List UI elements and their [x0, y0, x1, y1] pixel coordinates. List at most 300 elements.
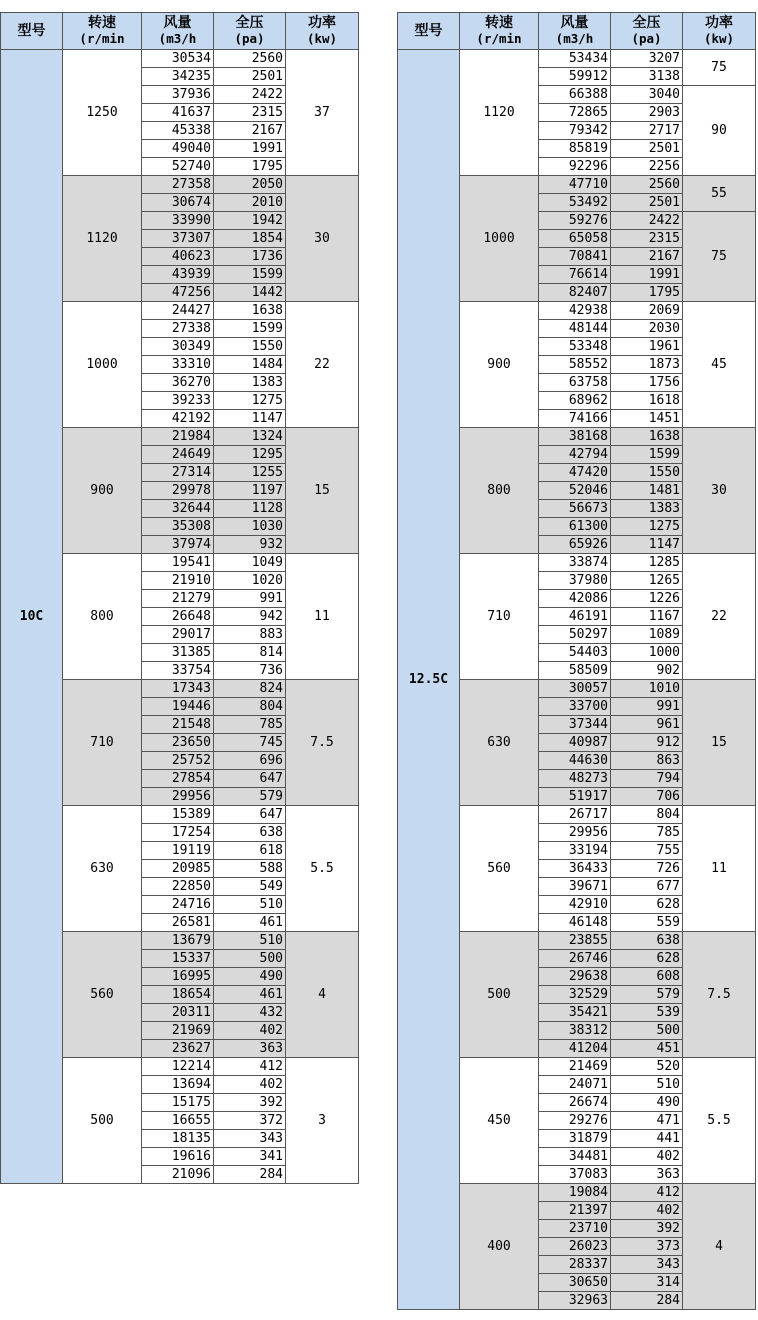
flow-cell: 19616: [142, 1148, 214, 1166]
pressure-cell: 2010: [214, 194, 286, 212]
flow-cell: 61300: [539, 518, 611, 536]
pressure-cell: 1618: [611, 392, 683, 410]
pressure-cell: 883: [214, 626, 286, 644]
flow-cell: 59276: [539, 212, 611, 230]
pressure-cell: 804: [214, 698, 286, 716]
flow-cell: 33310: [142, 356, 214, 374]
flow-cell: 35421: [539, 1004, 611, 1022]
pressure-cell: 2050: [214, 176, 286, 194]
flow-cell: 16995: [142, 968, 214, 986]
flow-cell: 43939: [142, 266, 214, 284]
flow-cell: 37980: [539, 572, 611, 590]
pressure-cell: 755: [611, 842, 683, 860]
flow-cell: 31879: [539, 1130, 611, 1148]
pressure-cell: 804: [611, 806, 683, 824]
pressure-cell: 363: [611, 1166, 683, 1184]
pressure-cell: 628: [611, 950, 683, 968]
flow-cell: 40623: [142, 248, 214, 266]
flow-cell: 74166: [539, 410, 611, 428]
flow-cell: 29017: [142, 626, 214, 644]
flow-cell: 19541: [142, 554, 214, 572]
header-power: 功率 (kw): [286, 13, 359, 50]
pressure-cell: 912: [611, 734, 683, 752]
power-cell: 4: [683, 1184, 756, 1310]
pressure-cell: 1599: [611, 446, 683, 464]
flow-cell: 49040: [142, 140, 214, 158]
header-pressure-unit: (pa): [234, 31, 265, 46]
pressure-cell: 451: [611, 1040, 683, 1058]
flow-cell: 46191: [539, 608, 611, 626]
power-cell: 22: [683, 554, 756, 680]
flow-cell: 12214: [142, 1058, 214, 1076]
flow-cell: 27314: [142, 464, 214, 482]
pressure-cell: 1049: [214, 554, 286, 572]
header-model: 型号: [398, 13, 460, 50]
flow-cell: 36433: [539, 860, 611, 878]
flow-cell: 19119: [142, 842, 214, 860]
flow-cell: 51917: [539, 788, 611, 806]
flow-cell: 29956: [142, 788, 214, 806]
pressure-cell: 579: [214, 788, 286, 806]
pressure-cell: 402: [611, 1148, 683, 1166]
flow-cell: 33754: [142, 662, 214, 680]
pressure-cell: 1128: [214, 500, 286, 518]
flow-cell: 46148: [539, 914, 611, 932]
pressure-cell: 402: [214, 1022, 286, 1040]
flow-cell: 29956: [539, 824, 611, 842]
speed-cell: 900: [63, 428, 142, 554]
table-body: [398, 50, 756, 1310]
speed-cell: 450: [460, 1058, 539, 1184]
flow-cell: 27338: [142, 320, 214, 338]
pressure-cell: 500: [214, 950, 286, 968]
pressure-cell: 2560: [611, 176, 683, 194]
pressure-cell: 2315: [611, 230, 683, 248]
speed-cell: 560: [460, 806, 539, 932]
speed-cell: 1000: [63, 302, 142, 428]
flow-cell: 65926: [539, 536, 611, 554]
flow-cell: 35308: [142, 518, 214, 536]
flow-cell: 26717: [539, 806, 611, 824]
power-cell: 30: [286, 176, 359, 302]
flow-cell: 29978: [142, 482, 214, 500]
flow-cell: 59912: [539, 68, 611, 86]
pressure-cell: 824: [214, 680, 286, 698]
pressure-cell: 363: [214, 1040, 286, 1058]
pressure-cell: 2501: [611, 140, 683, 158]
pressure-cell: 902: [611, 662, 683, 680]
flow-cell: 31385: [142, 644, 214, 662]
pressure-cell: 2069: [611, 302, 683, 320]
flow-cell: 72865: [539, 104, 611, 122]
pressure-cell: 1383: [214, 374, 286, 392]
pressure-cell: 1324: [214, 428, 286, 446]
speed-cell: 500: [460, 932, 539, 1058]
flow-cell: 29276: [539, 1112, 611, 1130]
speed-cell: 800: [63, 554, 142, 680]
pressure-cell: 1285: [611, 554, 683, 572]
flow-cell: 24649: [142, 446, 214, 464]
pressure-cell: 1638: [214, 302, 286, 320]
pressure-cell: 2256: [611, 158, 683, 176]
flow-cell: 15175: [142, 1094, 214, 1112]
pressure-cell: 2501: [214, 68, 286, 86]
power-cell: 75: [683, 50, 756, 86]
pressure-cell: 392: [611, 1220, 683, 1238]
flow-cell: 24427: [142, 302, 214, 320]
flow-cell: 44630: [539, 752, 611, 770]
flow-cell: 42910: [539, 896, 611, 914]
pressure-cell: 628: [611, 896, 683, 914]
pressure-cell: 471: [611, 1112, 683, 1130]
pressure-cell: 1167: [611, 608, 683, 626]
pressure-cell: 1854: [214, 230, 286, 248]
model-cell: 10C: [1, 50, 63, 1184]
flow-cell: 32644: [142, 500, 214, 518]
header-flow-unit: (m3/h: [158, 31, 197, 46]
flow-cell: 76614: [539, 266, 611, 284]
pressure-cell: 1599: [214, 320, 286, 338]
pressure-cell: 647: [214, 770, 286, 788]
flow-cell: 41637: [142, 104, 214, 122]
power-cell: 5.5: [683, 1058, 756, 1184]
pressure-cell: 1736: [214, 248, 286, 266]
flow-cell: 41204: [539, 1040, 611, 1058]
flow-cell: 42938: [539, 302, 611, 320]
speed-cell: 500: [63, 1058, 142, 1184]
flow-cell: 23627: [142, 1040, 214, 1058]
flow-cell: 21469: [539, 1058, 611, 1076]
pressure-cell: 1255: [214, 464, 286, 482]
flow-cell: 65058: [539, 230, 611, 248]
speed-cell: 710: [63, 680, 142, 806]
flow-cell: 25752: [142, 752, 214, 770]
flow-cell: 53348: [539, 338, 611, 356]
pressure-cell: 991: [214, 590, 286, 608]
speed-cell: 630: [460, 680, 539, 806]
power-cell: 55: [683, 176, 756, 212]
header-pressure: 全压 (pa): [214, 13, 286, 50]
flow-cell: 30674: [142, 194, 214, 212]
pressure-cell: 2422: [611, 212, 683, 230]
pressure-cell: 1295: [214, 446, 286, 464]
pressure-cell: 559: [611, 914, 683, 932]
power-cell: 15: [683, 680, 756, 806]
pressure-cell: 402: [214, 1076, 286, 1094]
pressure-cell: 314: [611, 1274, 683, 1292]
flow-cell: 30534: [142, 50, 214, 68]
flow-cell: 34235: [142, 68, 214, 86]
pressure-cell: 392: [214, 1094, 286, 1112]
power-cell: 75: [683, 212, 756, 302]
flow-cell: 63758: [539, 374, 611, 392]
power-cell: 45: [683, 302, 756, 428]
table-body: [1, 50, 359, 1184]
pressure-cell: 991: [611, 698, 683, 716]
pressure-cell: 696: [214, 752, 286, 770]
flow-cell: 21910: [142, 572, 214, 590]
flow-cell: 23650: [142, 734, 214, 752]
speed-cell: 400: [460, 1184, 539, 1310]
pressure-cell: 1147: [611, 536, 683, 554]
pressure-cell: 1275: [611, 518, 683, 536]
power-cell: 11: [683, 806, 756, 932]
flow-cell: 38312: [539, 1022, 611, 1040]
power-cell: 90: [683, 86, 756, 176]
header-pressure: 全压 (pa): [611, 13, 683, 50]
fan-table-10c: [0, 12, 359, 1184]
flow-cell: 32529: [539, 986, 611, 1004]
flow-cell: 42086: [539, 590, 611, 608]
flow-cell: 52740: [142, 158, 214, 176]
header-speed-unit: (r/min: [476, 31, 522, 46]
flow-cell: 27854: [142, 770, 214, 788]
flow-cell: 18135: [142, 1130, 214, 1148]
pressure-cell: 608: [611, 968, 683, 986]
flow-cell: 58552: [539, 356, 611, 374]
pressure-cell: 441: [611, 1130, 683, 1148]
pressure-cell: 343: [214, 1130, 286, 1148]
pressure-cell: 3138: [611, 68, 683, 86]
flow-cell: 26674: [539, 1094, 611, 1112]
pressure-cell: 1226: [611, 590, 683, 608]
power-cell: 3: [286, 1058, 359, 1184]
table-header-row: [398, 13, 756, 50]
flow-cell: 45338: [142, 122, 214, 140]
pressure-cell: 3207: [611, 50, 683, 68]
flow-cell: 47256: [142, 284, 214, 302]
pressure-cell: 1756: [611, 374, 683, 392]
flow-cell: 58509: [539, 662, 611, 680]
pressure-cell: 1795: [611, 284, 683, 302]
header-power-unit: (kw): [306, 31, 338, 46]
table-row: [1, 50, 359, 68]
pressure-cell: 677: [611, 878, 683, 896]
flow-cell: 29638: [539, 968, 611, 986]
flow-cell: 19446: [142, 698, 214, 716]
flow-cell: 37344: [539, 716, 611, 734]
table-header-row: [1, 13, 359, 50]
flow-cell: 22850: [142, 878, 214, 896]
pressure-cell: 461: [214, 986, 286, 1004]
pressure-cell: 1550: [611, 464, 683, 482]
flow-cell: 21397: [539, 1202, 611, 1220]
pressure-cell: 1873: [611, 356, 683, 374]
flow-cell: 70841: [539, 248, 611, 266]
flow-cell: 79342: [539, 122, 611, 140]
flow-cell: 32963: [539, 1292, 611, 1310]
pressure-cell: 736: [214, 662, 286, 680]
pressure-cell: 343: [611, 1256, 683, 1274]
model-cell: 12.5C: [398, 50, 460, 1310]
flow-cell: 42192: [142, 410, 214, 428]
header-flow-unit: (m3/h: [555, 31, 594, 46]
flow-cell: 21279: [142, 590, 214, 608]
speed-cell: 560: [63, 932, 142, 1058]
pressure-cell: 490: [214, 968, 286, 986]
pressure-cell: 510: [611, 1076, 683, 1094]
pressure-cell: 942: [214, 608, 286, 626]
pressure-cell: 2315: [214, 104, 286, 122]
flow-cell: 37974: [142, 536, 214, 554]
header-speed: 转速 (r/min: [460, 13, 539, 50]
pressure-cell: 2903: [611, 104, 683, 122]
flow-cell: 37307: [142, 230, 214, 248]
flow-cell: 36270: [142, 374, 214, 392]
flow-cell: 34481: [539, 1148, 611, 1166]
flow-cell: 42794: [539, 446, 611, 464]
flow-cell: 33990: [142, 212, 214, 230]
pressure-cell: 1275: [214, 392, 286, 410]
header-pressure-unit: (pa): [631, 31, 662, 46]
flow-cell: 24071: [539, 1076, 611, 1094]
pressure-cell: 785: [611, 824, 683, 842]
flow-cell: 26746: [539, 950, 611, 968]
pressure-cell: 638: [611, 932, 683, 950]
pressure-cell: 1991: [611, 266, 683, 284]
table-row: [398, 50, 756, 68]
flow-cell: 48273: [539, 770, 611, 788]
pressure-cell: 2422: [214, 86, 286, 104]
flow-cell: 23855: [539, 932, 611, 950]
pressure-cell: 1991: [214, 140, 286, 158]
pressure-cell: 1030: [214, 518, 286, 536]
flow-cell: 33874: [539, 554, 611, 572]
flow-cell: 21096: [142, 1166, 214, 1184]
pressure-cell: 785: [214, 716, 286, 734]
flow-cell: 17343: [142, 680, 214, 698]
flow-cell: 30057: [539, 680, 611, 698]
pressure-cell: 461: [214, 914, 286, 932]
pressure-cell: 863: [611, 752, 683, 770]
pressure-cell: 814: [214, 644, 286, 662]
power-cell: 22: [286, 302, 359, 428]
pressure-cell: 1197: [214, 482, 286, 500]
flow-cell: 15389: [142, 806, 214, 824]
flow-cell: 39233: [142, 392, 214, 410]
flow-cell: 18654: [142, 986, 214, 1004]
power-cell: 4: [286, 932, 359, 1058]
pressure-cell: 1795: [214, 158, 286, 176]
flow-cell: 92296: [539, 158, 611, 176]
pressure-cell: 3040: [611, 86, 683, 104]
flow-cell: 20985: [142, 860, 214, 878]
flow-cell: 17254: [142, 824, 214, 842]
pressure-cell: 2030: [611, 320, 683, 338]
pressure-cell: 647: [214, 806, 286, 824]
pressure-cell: 1147: [214, 410, 286, 428]
flow-cell: 19084: [539, 1184, 611, 1202]
power-cell: 11: [286, 554, 359, 680]
pressure-cell: 549: [214, 878, 286, 896]
flow-cell: 21984: [142, 428, 214, 446]
pressure-cell: 706: [611, 788, 683, 806]
flow-cell: 68962: [539, 392, 611, 410]
speed-cell: 1120: [460, 50, 539, 176]
pressure-cell: 932: [214, 536, 286, 554]
flow-cell: 82407: [539, 284, 611, 302]
power-cell: 15: [286, 428, 359, 554]
power-cell: 7.5: [286, 680, 359, 806]
flow-cell: 27358: [142, 176, 214, 194]
flow-cell: 37936: [142, 86, 214, 104]
power-cell: 30: [683, 428, 756, 554]
pressure-cell: 1961: [611, 338, 683, 356]
header-model: 型号: [1, 13, 63, 50]
pressure-cell: 284: [611, 1292, 683, 1310]
pressure-cell: 372: [214, 1112, 286, 1130]
header-power: 功率 (kw): [683, 13, 756, 50]
pressure-cell: 2167: [214, 122, 286, 140]
pressure-cell: 500: [611, 1022, 683, 1040]
speed-cell: 800: [460, 428, 539, 554]
flow-cell: 40987: [539, 734, 611, 752]
pressure-cell: 794: [611, 770, 683, 788]
pressure-cell: 402: [611, 1202, 683, 1220]
pressure-cell: 510: [214, 896, 286, 914]
flow-cell: 39671: [539, 878, 611, 896]
pressure-cell: 1265: [611, 572, 683, 590]
flow-cell: 56673: [539, 500, 611, 518]
pressure-cell: 1942: [214, 212, 286, 230]
pressure-cell: 432: [214, 1004, 286, 1022]
flow-cell: 52046: [539, 482, 611, 500]
flow-cell: 33194: [539, 842, 611, 860]
flow-cell: 30349: [142, 338, 214, 356]
flow-cell: 47710: [539, 176, 611, 194]
flow-cell: 26648: [142, 608, 214, 626]
flow-cell: 50297: [539, 626, 611, 644]
pressure-cell: 1000: [611, 644, 683, 662]
pressure-cell: 1599: [214, 266, 286, 284]
pressure-cell: 1481: [611, 482, 683, 500]
speed-cell: 1250: [63, 50, 142, 176]
pressure-cell: 579: [611, 986, 683, 1004]
power-cell: 7.5: [683, 932, 756, 1058]
header-power-unit: (kw): [703, 31, 735, 46]
pressure-cell: 1089: [611, 626, 683, 644]
pressure-cell: 2501: [611, 194, 683, 212]
speed-cell: 1120: [63, 176, 142, 302]
pressure-cell: 1020: [214, 572, 286, 590]
pressure-cell: 510: [214, 932, 286, 950]
pressure-cell: 1484: [214, 356, 286, 374]
flow-cell: 21548: [142, 716, 214, 734]
speed-cell: 710: [460, 554, 539, 680]
flow-cell: 15337: [142, 950, 214, 968]
pressure-cell: 539: [611, 1004, 683, 1022]
pressure-cell: 1550: [214, 338, 286, 356]
flow-cell: 53492: [539, 194, 611, 212]
power-cell: 37: [286, 50, 359, 176]
pressure-cell: 2560: [214, 50, 286, 68]
pressure-cell: 1451: [611, 410, 683, 428]
flow-cell: 33700: [539, 698, 611, 716]
speed-cell: 1000: [460, 176, 539, 302]
header-flow: 风量 (m3/h: [142, 13, 214, 50]
pressure-cell: 284: [214, 1166, 286, 1184]
speed-cell: 630: [63, 806, 142, 932]
speed-cell: 900: [460, 302, 539, 428]
pressure-cell: 373: [611, 1238, 683, 1256]
flow-cell: 54403: [539, 644, 611, 662]
flow-cell: 48144: [539, 320, 611, 338]
pressure-cell: 412: [214, 1058, 286, 1076]
flow-cell: 26023: [539, 1238, 611, 1256]
pressure-cell: 520: [611, 1058, 683, 1076]
pressure-cell: 490: [611, 1094, 683, 1112]
flow-cell: 30650: [539, 1274, 611, 1292]
